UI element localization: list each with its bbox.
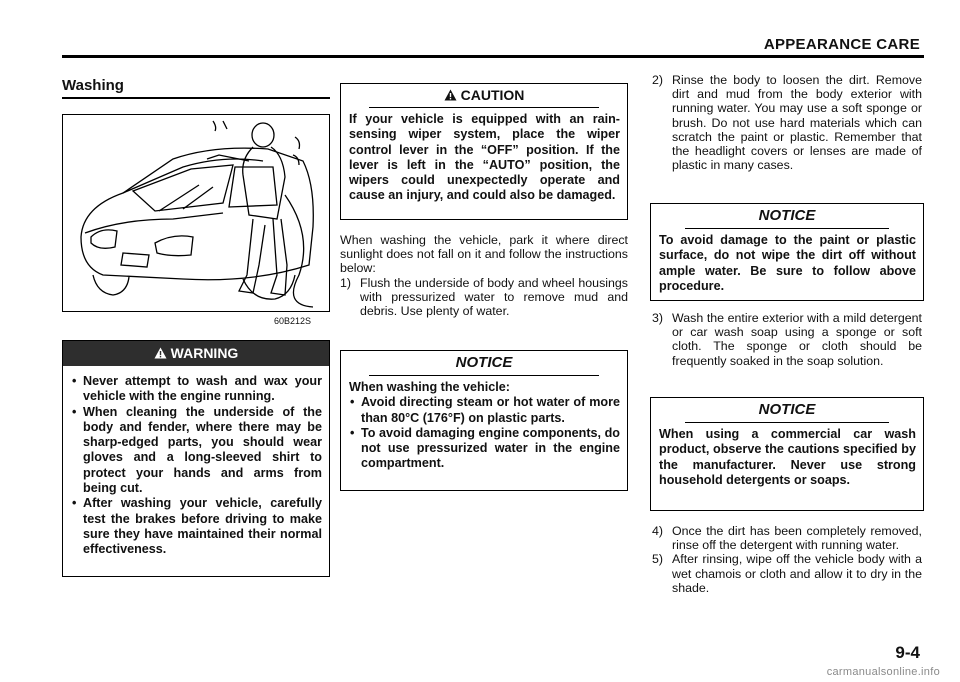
notice-body: [651, 229, 923, 299]
notice-item: • To avoid damaging engine components, do not use pressurized water in the engine compartment.: [349, 426, 620, 472]
step-item: [652, 73, 922, 172]
notice-box: [340, 350, 628, 491]
steps-4-5-block: [652, 524, 922, 595]
caution-body: [341, 108, 627, 209]
car-washing-drawing: [63, 115, 328, 310]
notice-header: NOTICE: [369, 351, 599, 376]
caution-title: CAUTION: [460, 87, 525, 103]
intro-text: When washing the vehicle, park it where direct sunlight does not fall on it and follow the instructions below:: [340, 233, 628, 276]
section-rule: [62, 97, 330, 99]
step-text: Rinse the body to loosen the dirt. Remove dirt and mud from the body exterior with running water. You may use a soft sponge or brush. Do not use hard materials which can scratch the paint or plastic. Remember that the headlight covers or lenses are made of plastic in many cases.: [672, 73, 922, 173]
warning-item: • After washing your vehicle, carefully test the brakes before driving to make sure they have maintained their normal effectiveness.: [71, 496, 322, 557]
warning-title: WARNING: [170, 345, 239, 361]
page-number: 9-4: [895, 643, 920, 662]
notice-body: [651, 423, 923, 493]
step-item: [652, 311, 922, 368]
warning-body: [63, 366, 329, 563]
step-item: [340, 276, 628, 319]
step-number: 2): [652, 73, 664, 87]
notice-header: NOTICE: [685, 204, 889, 229]
warning-item: • When cleaning the underside of the body and fender, where there may be sharp-edged parts, you should wear gloves and a long-sleeved shirt to protect your hands and arms from being cut.: [71, 405, 322, 497]
notice-header: NOTICE: [685, 398, 889, 423]
washing-instructions: [340, 233, 628, 318]
step-number: 4): [652, 524, 664, 538]
warning-triangle-icon: [154, 347, 167, 359]
car-washing-illustration: [62, 114, 330, 312]
figure-code: 60B212S: [274, 316, 312, 326]
step-text: Wash the entire exterior with a mild detergent or car wash soap using a sponge or soft cloth. The sponge or cloth should be frequently soaked in the soap solution.: [672, 311, 922, 368]
caution-header: [369, 84, 599, 108]
caution-text: If your vehicle is equipped with an rain-sensing wiper system, place the wiper control lever in the “OFF” position. If the lever is left in the “AUTO” position, the wipers could unexpectedly operate and cause an injury, and could also be damaged.: [349, 112, 620, 203]
step-3-block: [652, 311, 922, 368]
notice-item: • Avoid directing steam or hot water of more than 80°C (176°F) on plastic parts.: [349, 395, 620, 426]
caution-triangle-icon: [444, 89, 457, 101]
notice-box: [650, 203, 924, 301]
notice-text: When using a commercial car wash product, observe the cautions specified by the manufacturer. Never use strong household detergents or soaps.: [659, 427, 916, 487]
notice-text: To avoid damage to the paint or plastic surface, do not wipe the dirt off without ample water. Be sure to follow above procedure.: [659, 233, 916, 293]
step-item: [652, 524, 922, 552]
step-text: After rinsing, wipe off the vehicle body with a wet chamois or cloth and allow it to dry in the shade.: [672, 552, 922, 595]
step-number: 5): [652, 552, 664, 567]
warning-box: [62, 340, 330, 577]
notice-body: [341, 376, 627, 477]
step-text: Flush the underside of body and wheel housings with pressurized water to remove mud and debris. Use plenty of water.: [360, 275, 628, 319]
header-rule: [62, 55, 924, 58]
chapter-title: APPEARANCE CARE: [763, 36, 920, 53]
step-number: 1): [340, 275, 352, 290]
warning-item: • Never attempt to wash and wax your vehicle with the engine running.: [71, 374, 322, 405]
step-item: [652, 552, 922, 595]
caution-box: [340, 83, 628, 220]
section-title: Washing: [62, 77, 124, 94]
step-number: 3): [652, 311, 664, 325]
notice-box: [650, 397, 924, 511]
notice-lead: When washing the vehicle:: [349, 380, 510, 394]
step-2-block: [652, 73, 922, 172]
watermark-text: carmanualsonline.info: [826, 666, 940, 678]
warning-header: [63, 341, 329, 366]
step-text: Once the dirt has been completely removed, rinse off the detergent with running water.: [672, 524, 922, 553]
